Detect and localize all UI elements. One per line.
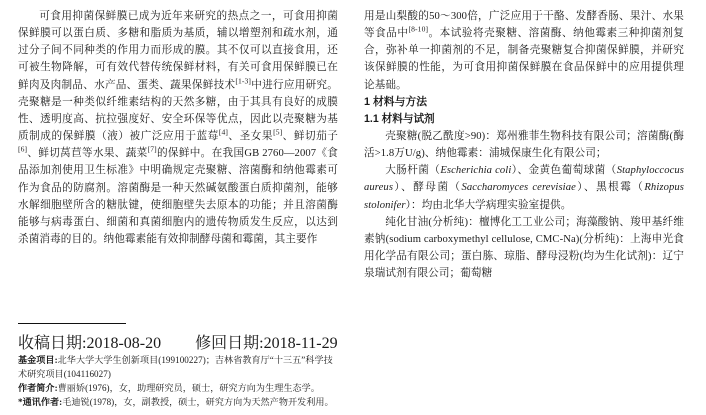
corresponding-author-note — [18, 395, 338, 409]
left-body-paragraph: 可食用抑菌保鲜膜已成为近年来研究的热点之一，可食用抑菌保鲜膜可以蛋白质、多糖和脂质为基质，辅以增塑剂和疏水剂，通过分子间不同种类的作用力而形成的膜。其不仅可以直接食用，还可被生物降解，可有效代替传统保鲜材料，有关可食用保鲜膜已在鲜肉及肉制品、水产品、蛋类、蔬果保鲜技术[1-3]中进行应用研究。壳聚糖是一种类似纤维素结构的天然多糖，由于其具有良好的成膜性、透明度高、抗拉强度好、安全环保等优点，因此以壳聚糖为基质制成的保鲜膜（液）被广泛应用于蓝莓[4]、圣女果[5]、鲜切茄子[6]、鲜切莴苣等水果、蔬菜[7]的保鲜中。在我国GB 2760—2007《食品添加剂使用卫生标准》中明确规定壳聚糖、溶菌酶和纳他霉素可作为食品的防腐剂。溶菌酶是一种天然碱氨酸蛋白质抑菌剂，能够水解细胞壁所含的糖肽键，使细胞壁失去原本的功能；并且溶菌酶能够与病毒蛋白、细菌和真菌细胞内的遗传物质发生反应，以达到杀菌消毒的目的。纳他霉素能有效抑制酵母菌和霉菌，其主要作 — [18, 11, 338, 246]
two-column-layout — [18, 8, 688, 409]
footnote-rule — [18, 323, 126, 324]
corresponding-label: *通讯作者: — [18, 396, 63, 407]
materials-paragraph-1: 壳聚糖(脱乙酰度>90)：郑州雅菲生物科技有限公司；溶菌酶(酶活>1.8万U/g)、纳他霉素：浦城保康生化有限公司； — [364, 130, 684, 160]
footnote-dates-row — [18, 330, 338, 353]
revised-label: 修回日期: — [195, 334, 264, 352]
section-heading-1: 1 材料与方法 — [364, 95, 427, 108]
author-note — [18, 381, 338, 395]
fund-value: 北华大学大学生创新项目(199100227)；吉林省教育厅“十三五”科学技术研究项目(104116027) — [18, 354, 333, 379]
author-value: 曹丽娇(1976)，女，助理研究员，硕士，研究方向为生理生态学。 — [57, 382, 320, 393]
received-label: 收稿日期: — [18, 334, 87, 352]
received-date — [18, 330, 161, 353]
materials-paragraph-2: 大肠杆菌（Escherichia coli）、金黄色葡萄球菌（Staphyloccocus aureus）、酵母菌（Saccharomyces cerevisiae）、黑根霉（Rhizopus stolonifer）：均由北华大学病理实验室提供。 — [364, 165, 685, 211]
corresponding-value: 毛迪锐(1978)，女，副教授，硕士，研究方向为天然产物开发利用。 — [62, 396, 334, 407]
right-intro-paragraph: 用是山梨酸的50～300倍，广泛应用于干酪、发酵香肠、果汁、水果等食品中[8-10]。本试验将壳聚糖、溶菌酶、纳他霉素三种抑菌剂复合，弥补单一抑菌剂的不足，制备壳聚糖复合抑菌保鲜膜，并研究该保鲜膜的性能，为可食用抑菌保鲜膜在食品保鲜中的应用提供理论基础。 — [364, 11, 684, 91]
fund-label: 基金项目: — [18, 354, 58, 365]
received-value: 2018-08-20 — [86, 334, 162, 352]
left-column — [18, 8, 338, 409]
footnote-block — [18, 319, 338, 409]
revised-value: 2018-11-29 — [263, 334, 338, 352]
section-heading-1-1: 1.1 材料与试剂 — [364, 113, 435, 126]
revised-date — [195, 330, 338, 353]
author-label: 作者简介: — [18, 382, 58, 393]
right-column — [364, 8, 684, 409]
fund-note — [18, 353, 338, 381]
materials-paragraph-3: 纯化甘油(分析纯)：檀博化工工业公司；海藻酸钠、羧甲基纤维素钠(sodium carboxymethyl cellulose, CMC-Na)(分析纯)：上海申光食用化学品有限公司；蛋白胨、琼脂、酵母浸粉(均为生化试剂)：辽宁泉瑞试剂有限公司；葡萄糖 — [364, 216, 684, 280]
